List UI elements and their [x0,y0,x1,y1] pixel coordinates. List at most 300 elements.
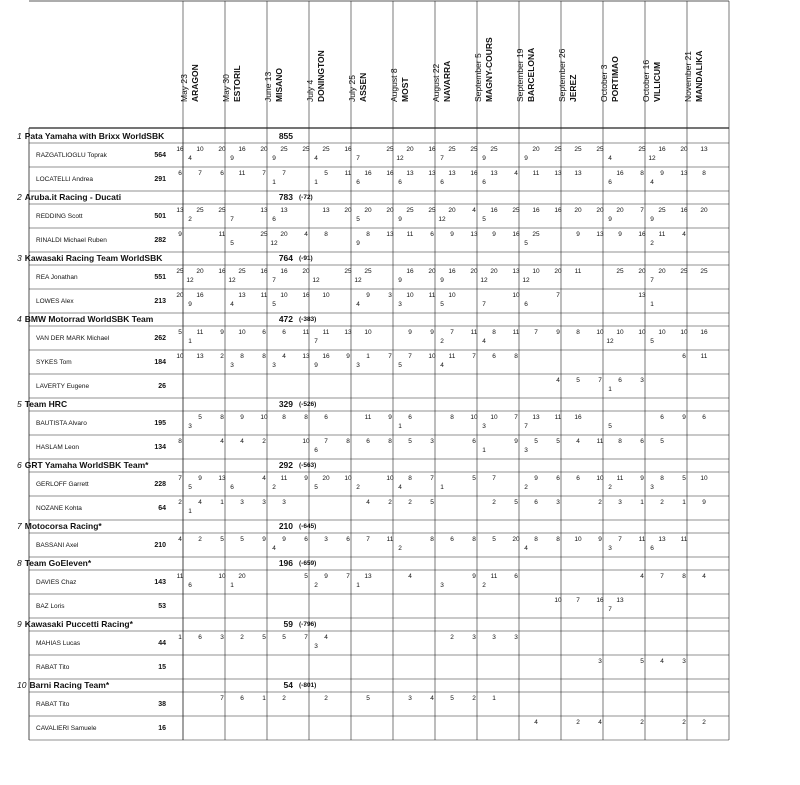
race2-points: 16 [322,353,330,360]
rider-name: DAVIES Chaz [36,579,77,586]
race2-points: 13 [322,207,330,214]
race2-points: 6 [492,353,496,360]
race1-points: 20 [638,268,646,275]
superpole-points: 7 [230,216,234,223]
superpole-points: 7 [272,277,276,284]
superpole-points: 3 [356,362,360,369]
round-header-label [557,49,579,102]
superpole-points: 2 [272,484,276,491]
race2-points: 6 [660,414,664,421]
race1-points: 9 [346,353,350,360]
race1-points: 4 [304,231,308,238]
superpole-points: 3 [314,643,318,650]
race2-points: 16 [532,207,540,214]
superpole-points: 4 [482,338,486,345]
race2-points: 7 [660,573,664,580]
race1-points: 2 [262,438,266,445]
race1-points: 7 [640,207,644,214]
race1-points: 5 [430,499,434,506]
race1-points: 20 [596,207,604,214]
race1-points: 20 [344,207,352,214]
rider-points: 282 [154,237,166,244]
team-name: Pata Yamaha with Brixx WorldSBK [24,131,165,141]
superpole-points: 4 [524,545,528,552]
superpole-points: 4 [608,155,612,162]
race1-points: 25 [218,207,226,214]
superpole-points: 4 [398,484,402,491]
superpole-points: 12 [270,240,278,247]
rider-name: HASLAM Leon [36,444,79,451]
race2-points: 8 [576,329,580,336]
superpole-points: 7 [440,155,444,162]
race2-points: 25 [574,146,582,153]
race1-points: 10 [596,475,604,482]
race1-points: 9 [430,329,434,336]
superpole-points: 4 [650,179,654,186]
race2-points: 5 [576,377,580,384]
race2-points: 20 [448,207,456,214]
race1-points: 16 [428,146,436,153]
race1-points: 10 [386,475,394,482]
race1-points: 10 [470,414,478,421]
superpole-points: 1 [482,447,486,454]
race1-points: 5 [640,658,644,665]
superpole-points: 9 [608,216,612,223]
race2-points: 25 [616,268,624,275]
race1-points: 13 [176,207,184,214]
superpole-points: 9 [440,277,444,284]
team-name: GRT Yamaha WorldSBK Team* [24,460,149,470]
race1-points: 8 [682,573,686,580]
superpole-points: 9 [314,362,318,369]
race2-points: 10 [364,329,372,336]
race2-points: 13 [196,353,204,360]
superpole-points: 9 [398,277,402,284]
race2-points: 10 [196,146,204,153]
race2-points: 8 [282,414,286,421]
race1-points: 8 [388,438,392,445]
superpole-points: 5 [482,216,486,223]
team-name: Kawasaki Racing Team WorldSBK [24,253,163,263]
superpole-points: 12 [228,277,236,284]
superpole-points: 7 [356,155,360,162]
race2-points: 10 [322,292,330,299]
superpole-points: 3 [398,301,402,308]
race1-points: 25 [596,146,604,153]
team-name-row [17,253,162,263]
race2-points: 1 [492,695,496,702]
rider-name: RAZGATLIOGLU Toprak [36,152,107,159]
team-name: Team HRC [24,399,68,409]
race1-points: 13 [260,207,268,214]
race2-points: 6 [450,536,454,543]
race2-points: 25 [490,146,498,153]
round-header-label [431,61,453,102]
race2-points: 10 [490,414,498,421]
round-date: October 16 [641,59,651,102]
team-gap: (-383) [299,316,317,323]
superpole-points: 12 [438,216,446,223]
race2-points: 10 [448,292,456,299]
superpole-points: 1 [440,484,444,491]
race1-points: 4 [556,377,560,384]
superpole-points: 5 [440,301,444,308]
rider-points: 64 [158,505,166,512]
round-circuit: BARCELONA [526,47,536,102]
race2-points: 20 [238,573,246,580]
race1-points: 20 [512,536,520,543]
race1-points: 20 [302,268,310,275]
superpole-points: 2 [524,484,528,491]
superpole-points: 7 [482,301,486,308]
team-name-row [17,399,67,409]
race1-points: 16 [554,207,562,214]
rider-name: CAVALIERI Samuele [36,725,97,732]
race1-points: 9 [178,231,182,238]
round-header-label [515,48,537,102]
round-circuit: PORTIMAO [610,56,620,102]
race1-points: 10 [428,353,436,360]
race1-points: 20 [680,146,688,153]
round-header-label [473,37,495,102]
race2-points: 3 [492,634,496,641]
race1-points: 13 [218,475,226,482]
superpole-points: 3 [482,423,486,430]
race1-points: 4 [682,231,686,238]
race2-points: 7 [534,329,538,336]
race2-points: 2 [576,719,580,726]
round-header [631,2,673,126]
race2-points: 20 [196,268,204,275]
race2-points: 8 [450,414,454,421]
round-header-label [263,68,285,102]
team-position: 8 [17,558,22,568]
superpole-points: 1 [398,423,402,430]
race1-points: 11 [302,329,310,336]
race2-points: 16 [490,207,498,214]
round-date: September 26 [557,48,567,102]
race2-points: 2 [240,634,244,641]
race2-points: 9 [240,414,244,421]
race2-points: 10 [280,292,288,299]
rider-points: 551 [154,274,166,281]
race2-points: 8 [618,438,622,445]
superpole-points: 9 [230,155,234,162]
race2-points: 20 [532,146,540,153]
race1-points: 5 [304,573,308,580]
race2-points: 2 [282,695,286,702]
race2-points: 20 [322,475,330,482]
superpole-points: 9 [188,301,192,308]
race1-points: 3 [682,658,686,665]
race1-points: 6 [178,170,182,177]
race2-points: 6 [366,438,370,445]
race2-points: 11 [700,353,708,360]
round-circuit: ESTORIL [232,65,242,102]
race1-points: 11 [596,438,604,445]
race1-points: 3 [388,292,392,299]
race1-points: 25 [512,207,520,214]
race1-points: 8 [220,414,224,421]
race1-points: 8 [178,438,182,445]
superpole-points: 7 [524,423,528,430]
race1-points: 3 [514,634,518,641]
race2-points: 2 [408,499,412,506]
race2-points: 7 [408,353,412,360]
rider-points: 213 [154,298,166,305]
race2-points: 20 [658,268,666,275]
race1-points: 3 [430,438,434,445]
race2-points: 13 [490,170,498,177]
race1-points: 16 [176,146,184,153]
superpole-points: 3 [440,582,444,589]
superpole-points: 3 [230,362,234,369]
team-gap: (-526) [299,401,317,408]
race1-points: 16 [638,231,646,238]
superpole-points: 3 [272,362,276,369]
race1-points: 1 [220,499,224,506]
team-position: 3 [17,253,22,263]
race1-points: 2 [598,499,602,506]
race1-points: 1 [640,499,644,506]
race1-points: 13 [470,231,478,238]
rider-points: 184 [154,359,166,366]
race2-points: 1 [366,353,370,360]
race2-points: 4 [660,658,664,665]
team-points: 292 [278,460,293,470]
race1-points: 6 [514,573,518,580]
rider-points: 291 [154,176,166,183]
race1-points: 10 [554,597,562,604]
round-circuit: NAVARRA [442,60,452,102]
round-header-label [641,60,663,102]
race1-points: 4 [472,207,476,214]
race2-points: 20 [574,207,582,214]
round-date: May 30 [221,74,231,102]
rider-name: MAHIAS Lucas [36,640,81,647]
race2-points: 6 [324,414,328,421]
race1-points: 10 [638,329,646,336]
race2-points: 9 [282,536,286,543]
race2-points: 2 [702,719,706,726]
race1-points: 9 [304,475,308,482]
superpole-points: 1 [230,582,234,589]
superpole-points: 1 [356,582,360,589]
team-position: 7 [17,521,22,531]
race1-points: 20 [260,146,268,153]
superpole-points: 9 [482,155,486,162]
race2-points: 11 [280,475,288,482]
race2-points: 7 [282,170,286,177]
race2-points: 20 [700,207,708,214]
race1-points: 11 [428,292,436,299]
race2-points: 16 [448,268,456,275]
superpole-points: 5 [650,338,654,345]
team-name-row [17,314,153,324]
superpole-points: 1 [272,179,276,186]
team-points: 196 [278,558,293,568]
race2-points: 4 [366,499,370,506]
race1-points: 7 [304,634,308,641]
race1-points: 16 [302,292,310,299]
rider-points: 210 [154,542,166,549]
race1-points: 25 [638,146,646,153]
race1-points: 9 [682,414,686,421]
superpole-points: 12 [606,338,614,345]
round-date: August 8 [389,68,399,102]
team-gap: (-801) [299,682,317,689]
race1-points: 25 [176,268,184,275]
race2-points: 25 [280,146,288,153]
race1-points: 13 [680,170,688,177]
team-name: Team GoEleven* [24,558,92,568]
race2-points: 20 [616,207,624,214]
superpole-points: 9 [356,240,360,247]
superpole-points: 7 [608,606,612,613]
superpole-points: 5 [272,301,276,308]
race1-points: 8 [346,438,350,445]
round-date: September 5 [473,53,483,102]
superpole-points: 6 [440,179,444,186]
race2-points: 8 [534,536,538,543]
superpole-points: 9 [272,155,276,162]
race1-points: 9 [556,329,560,336]
superpole-points: 6 [272,216,276,223]
round-circuit: DONINGTON [316,50,326,102]
race1-points: 16 [512,231,520,238]
race1-points: 3 [472,634,476,641]
race1-points: 9 [388,414,392,421]
race1-points: 10 [218,573,226,580]
race2-points: 25 [658,207,666,214]
race2-points: 16 [364,170,372,177]
round-circuit: JEREZ [568,74,578,102]
race2-points: 8 [366,231,370,238]
round-header-label [683,51,705,102]
race1-points: 6 [304,536,308,543]
race1-points: 7 [472,353,476,360]
round-header-label [347,73,369,102]
round-circuit: MANDALIKA [694,50,704,102]
race1-points: 3 [640,377,644,384]
race1-points: 2 [682,719,686,726]
race1-points: 2 [220,353,224,360]
race1-points: 4 [430,695,434,702]
team-name-row [17,680,109,690]
race1-points: 5 [682,475,686,482]
superpole-points: 9 [524,155,528,162]
race1-points: 8 [304,414,308,421]
team-name: Aruba.it Racing - Ducati [24,192,122,202]
superpole-points: 4 [272,545,276,552]
race1-points: 20 [554,268,562,275]
race1-points: 8 [430,536,434,543]
team-name-row [17,558,91,568]
race1-points: 7 [262,170,266,177]
superpole-points: 6 [398,179,402,186]
race2-points: 5 [366,695,370,702]
team-position: 9 [17,619,22,629]
team-points: 855 [278,131,293,141]
race1-points: 11 [386,536,394,543]
race2-points: 9 [198,475,202,482]
race1-points: 20 [428,268,436,275]
superpole-points: 12 [354,277,362,284]
rider-name: VAN DER MARK Michael [36,335,110,342]
race1-points: 1 [262,695,266,702]
round-header-label [221,65,243,102]
round-circuit: ARAGON [190,64,200,102]
superpole-points: 1 [188,508,192,515]
rider-points: 44 [158,640,166,647]
race1-points: 11 [680,536,688,543]
superpole-points: 2 [482,582,486,589]
round-header [505,2,547,126]
race2-points: 11 [406,231,414,238]
race1-points: 16 [344,146,352,153]
race2-points: 13 [658,536,666,543]
race2-points: 9 [660,170,664,177]
team-name: Kawasaki Puccetti Racing* [24,619,133,629]
race2-points: 20 [406,146,414,153]
round-header [379,2,421,126]
superpole-points: 4 [230,301,234,308]
race1-points: 3 [262,499,266,506]
superpole-points: 1 [188,338,192,345]
team-points: 329 [278,399,293,409]
race2-points: 25 [700,268,708,275]
race2-points: 6 [198,634,202,641]
team-position: 6 [17,460,22,470]
race2-points: 7 [324,438,328,445]
round-header-label [305,50,327,102]
team-name: Barni Racing Team* [29,680,110,690]
team-gap: (-645) [299,523,317,530]
superpole-points: 7 [650,277,654,284]
race2-points: 4 [240,438,244,445]
race2-points: 3 [408,695,412,702]
superpole-points: 12 [312,277,320,284]
race2-points: 5 [408,438,412,445]
superpole-points: 4 [314,155,318,162]
race2-points: 10 [532,268,540,275]
race2-points: 11 [196,329,204,336]
race1-points: 25 [386,146,394,153]
team-position: 5 [17,399,22,409]
superpole-points: 6 [188,582,192,589]
superpole-points: 2 [356,484,360,491]
race2-points: 16 [658,146,666,153]
superpole-points: 5 [524,240,528,247]
round-date: November 21 [683,50,693,102]
team-name-row [17,619,133,629]
rider-name: REA Jonathan [36,274,78,281]
rider-name: REDDING Scott [36,213,83,220]
race1-points: 6 [472,438,476,445]
race1-points: 25 [680,268,688,275]
race1-points: 7 [220,695,224,702]
race2-points: 4 [324,634,328,641]
race1-points: 13 [638,292,646,299]
race2-points: 8 [324,231,328,238]
round-header [421,2,463,126]
superpole-points: 2 [650,240,654,247]
race2-points: 9 [492,231,496,238]
superpole-points: 3 [188,423,192,430]
race1-points: 25 [260,231,268,238]
rider-points: 16 [158,725,166,732]
round-header [211,2,253,126]
